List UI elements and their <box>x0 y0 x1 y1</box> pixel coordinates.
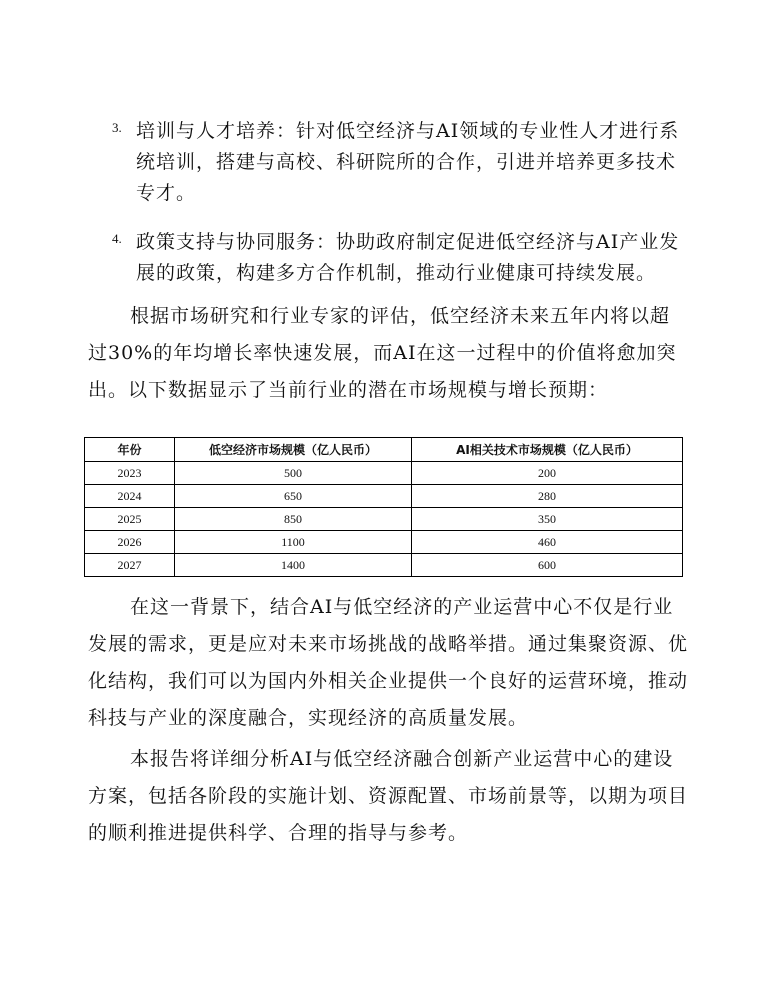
cell-ai: 460 <box>412 531 683 554</box>
table-row <box>85 531 683 554</box>
table-row <box>85 508 683 531</box>
cell-ai: 200 <box>412 462 683 485</box>
header-low-altitude-market: 低空经济市场规模（亿人民币） <box>175 438 412 462</box>
cell-year: 2023 <box>85 462 175 485</box>
paragraph-purpose: 本报告将详细分析AI与低空经济融合创新产业运营中心的建设方案，包括各阶段的实施计划、资源配置、市场前景等，以期为项目的顺利推进提供科学、合理的指导与参考。 <box>88 748 689 844</box>
table-row <box>85 462 683 485</box>
cell-year: 2027 <box>85 554 175 577</box>
list-text: 培训与人才培养：针对低空经济与AI领域的专业性人才进行系统培训，搭建与高校、科研院所的合作，引进并培养更多技术专才。 <box>136 120 680 204</box>
table-row <box>85 485 683 508</box>
cell-year: 2026 <box>85 531 175 554</box>
cell-low-altitude: 1100 <box>175 531 412 554</box>
market-size-table <box>84 437 683 577</box>
list-item-training <box>112 116 682 209</box>
cell-ai: 350 <box>412 508 683 531</box>
cell-low-altitude: 850 <box>175 508 412 531</box>
paragraph-intro: 根据市场研究和行业专家的评估，低空经济未来五年内将以超过30%的年均增长率快速发展，而AI在这一过程中的价值将愈加突出。以下数据显示了当前行业的潜在市场规模与增长预期： <box>88 305 677 401</box>
paragraph-context: 在这一背景下，结合AI与低空经济的产业运营中心不仅是行业发展的需求，更是应对未来市场挑战的战略举措。通过集聚资源、优化结构，我们可以为国内外相关企业提供一个良好的运营环境，推动科技与产业的深度融合，实现经济的高质量发展。 <box>88 596 689 729</box>
cell-ai: 280 <box>412 485 683 508</box>
cell-low-altitude: 650 <box>175 485 412 508</box>
table-row <box>85 554 683 577</box>
list-item-policy <box>112 227 682 289</box>
table-header-row <box>85 438 683 462</box>
cell-low-altitude: 1400 <box>175 554 412 577</box>
cell-year: 2025 <box>85 508 175 531</box>
cell-year: 2024 <box>85 485 175 508</box>
header-ai-market: AI相关技术市场规模（亿人民币） <box>412 438 683 462</box>
cell-low-altitude: 500 <box>175 462 412 485</box>
list-text: 政策支持与协同服务：协助政府制定促进低空经济与AI产业发展的政策，构建多方合作机制，推动行业健康可持续发展。 <box>136 231 680 284</box>
cell-ai: 600 <box>412 554 683 577</box>
list-number: 4. <box>112 231 122 246</box>
header-year: 年份 <box>85 438 175 462</box>
list-number: 3. <box>112 120 122 135</box>
